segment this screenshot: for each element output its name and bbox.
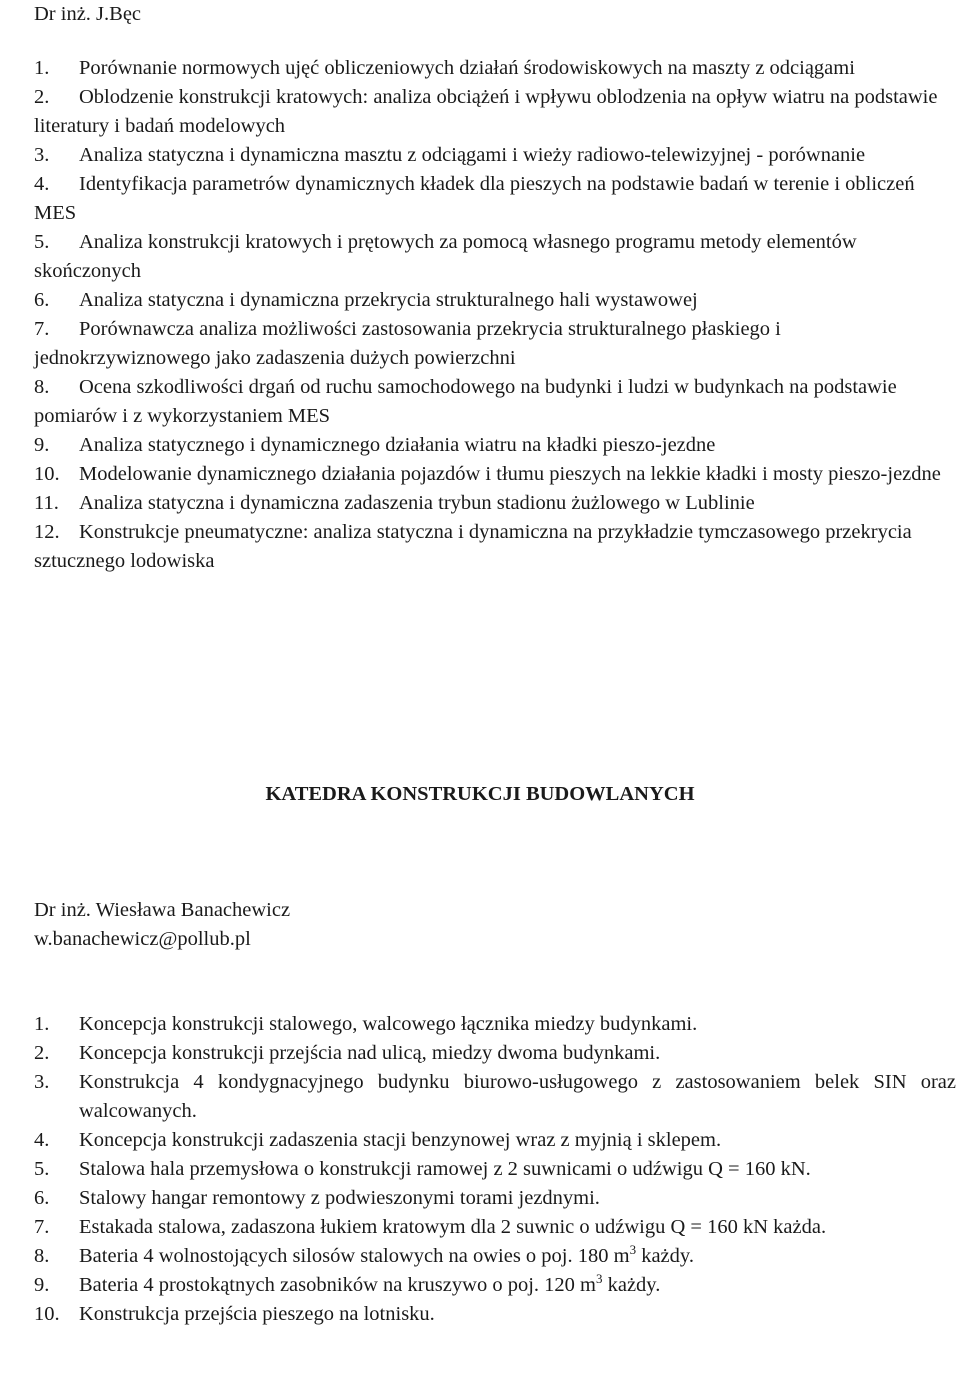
item-number: 4. — [34, 1129, 50, 1151]
list-item — [34, 141, 952, 170]
item-number: 1. — [34, 57, 50, 79]
contact-email: w.banachewicz@pollub.pl — [34, 928, 251, 950]
list-item — [34, 1155, 956, 1184]
topic-list-bec — [34, 54, 952, 576]
item-number: 5. — [34, 1158, 50, 1180]
list-item — [34, 170, 952, 228]
superscript-exponent: 3 — [629, 1242, 637, 1258]
item-text: Identyfikacja parametrów dynamicznych kładek dla pieszych na podstawie badań w terenie i obliczeń MES — [34, 173, 915, 224]
item-text: Stalowa hala przemysłowa o konstrukcji ramowej z 2 suwnicami o udźwigu Q = 160 kN. — [79, 1158, 811, 1180]
item-text: Analiza konstrukcji kratowych i prętowych za pomocą własnego programu metody elementów skończonych — [34, 231, 857, 282]
list-item — [34, 1068, 956, 1126]
item-text: Estakada stalowa, zadaszona łukiem kratowym dla 2 suwnic o udźwigu Q = 160 kN każda. — [79, 1216, 827, 1238]
item-number: 11. — [34, 492, 59, 514]
list-item — [34, 431, 952, 460]
item-number: 6. — [34, 1187, 50, 1209]
item-text — [79, 1242, 956, 1271]
list-item — [34, 1213, 956, 1242]
item-text-tail: każdy. — [602, 1274, 661, 1296]
list-item — [34, 1242, 956, 1271]
list-item — [34, 1184, 956, 1213]
item-text: Konstrukcje pneumatyczne: analiza statyczna i dynamiczna na przykładzie tymczasowego przekrycia sztucznego lodowiska — [34, 521, 912, 572]
list-item — [34, 1039, 956, 1068]
list-item — [34, 373, 952, 431]
item-text-main: Bateria 4 wolnostojących silosów stalowych na owies o poj. 180 m — [79, 1245, 630, 1267]
item-number: 1. — [34, 1013, 50, 1035]
list-item — [34, 315, 952, 373]
list-item — [34, 54, 952, 83]
item-text — [79, 1271, 956, 1300]
item-text: Konstrukcja 4 kondygnacyjnego budynku biurowo-usługowego z zastosowaniem belek SIN oraz walcowanych. — [79, 1071, 956, 1122]
item-text: Porównanie normowych ujęć obliczeniowych działań środowiskowych na maszty z odciągami — [79, 57, 855, 79]
item-number: 9. — [34, 1274, 50, 1296]
item-number: 6. — [34, 289, 50, 311]
item-text: Analiza statyczna i dynamiczna przekrycia strukturalnego hali wystawowej — [79, 289, 698, 311]
item-text-tail: każdy. — [636, 1245, 694, 1267]
list-item — [34, 1010, 956, 1039]
item-number: 7. — [34, 318, 50, 340]
superscript-exponent: 3 — [595, 1271, 603, 1287]
author-name: Dr inż. J.Bęc — [34, 3, 142, 25]
topic-list-banachewicz — [34, 1010, 956, 1329]
item-text: Analiza statyczna i dynamiczna masztu z odciągami i wieży radiowo-telewizyjnej - porównanie — [79, 144, 866, 166]
item-text: Koncepcja konstrukcji stalowego, walcowego łącznika miedzy budynkami. — [79, 1013, 698, 1035]
item-text: Modelowanie dynamicznego działania pojazdów i tłumu pieszych na lekkie kładki i mosty pieszo-jezdne — [79, 463, 941, 485]
item-text-main: Bateria 4 prostokątnych zasobników na kruszywo o poj. 120 m — [79, 1274, 596, 1296]
item-number: 10. — [34, 463, 60, 485]
list-item — [34, 228, 952, 286]
item-text: Koncepcja konstrukcji przejścia nad ulicą, miedzy dwoma budynkami. — [79, 1042, 661, 1064]
list-item — [34, 1271, 956, 1300]
item-text: Oblodzenie konstrukcji kratowych: analiza obciążeń i wpływu oblodzenia na opływ wiatru na podstawie literatury i badań modelowych — [34, 86, 938, 137]
item-number: 3. — [34, 1071, 50, 1093]
item-number: 10. — [34, 1303, 60, 1325]
item-number: 2. — [34, 1042, 50, 1064]
list-item — [34, 518, 952, 576]
contact-name: Dr inż. Wiesława Banachewicz — [34, 899, 291, 921]
item-text: Ocena szkodliwości drgań od ruchu samochodowego na budynki i ludzi w budynkach na podstawie pomiarów i z wykorzystaniem MES — [34, 376, 897, 427]
item-number: 7. — [34, 1216, 50, 1238]
item-number: 4. — [34, 173, 50, 195]
item-text: Analiza statyczna i dynamiczna zadaszenia trybun stadionu żużlowego w Lublinie — [79, 492, 755, 514]
item-number: 5. — [34, 231, 50, 253]
item-number: 9. — [34, 434, 50, 456]
item-number: 8. — [34, 1245, 50, 1267]
list-item — [34, 460, 952, 489]
list-item — [34, 1126, 956, 1155]
list-item — [34, 489, 952, 518]
item-number: 3. — [34, 144, 50, 166]
list-item — [34, 83, 952, 141]
item-number: 2. — [34, 86, 50, 108]
item-number: 12. — [34, 521, 60, 543]
list-item — [34, 286, 952, 315]
department-title: KATEDRA KONSTRUKCJI BUDOWLANYCH — [265, 783, 695, 805]
list-item — [34, 1300, 956, 1329]
item-text: Koncepcja konstrukcji zadaszenia stacji benzynowej wraz z myjnią i sklepem. — [79, 1129, 722, 1151]
item-text: Porównawcza analiza możliwości zastosowania przekrycia strukturalnego płaskiego i jednokrzywiznowego jako zadaszenia dużych powierzchni — [34, 318, 781, 369]
item-text: Analiza statycznego i dynamicznego działania wiatru na kładki pieszo-jezdne — [79, 434, 716, 456]
contact-block — [34, 896, 290, 954]
item-text: Konstrukcja przejścia pieszego na lotnisku. — [79, 1303, 435, 1325]
item-text: Stalowy hangar remontowy z podwieszonymi torami jezdnymi. — [79, 1187, 600, 1209]
item-number: 8. — [34, 376, 50, 398]
